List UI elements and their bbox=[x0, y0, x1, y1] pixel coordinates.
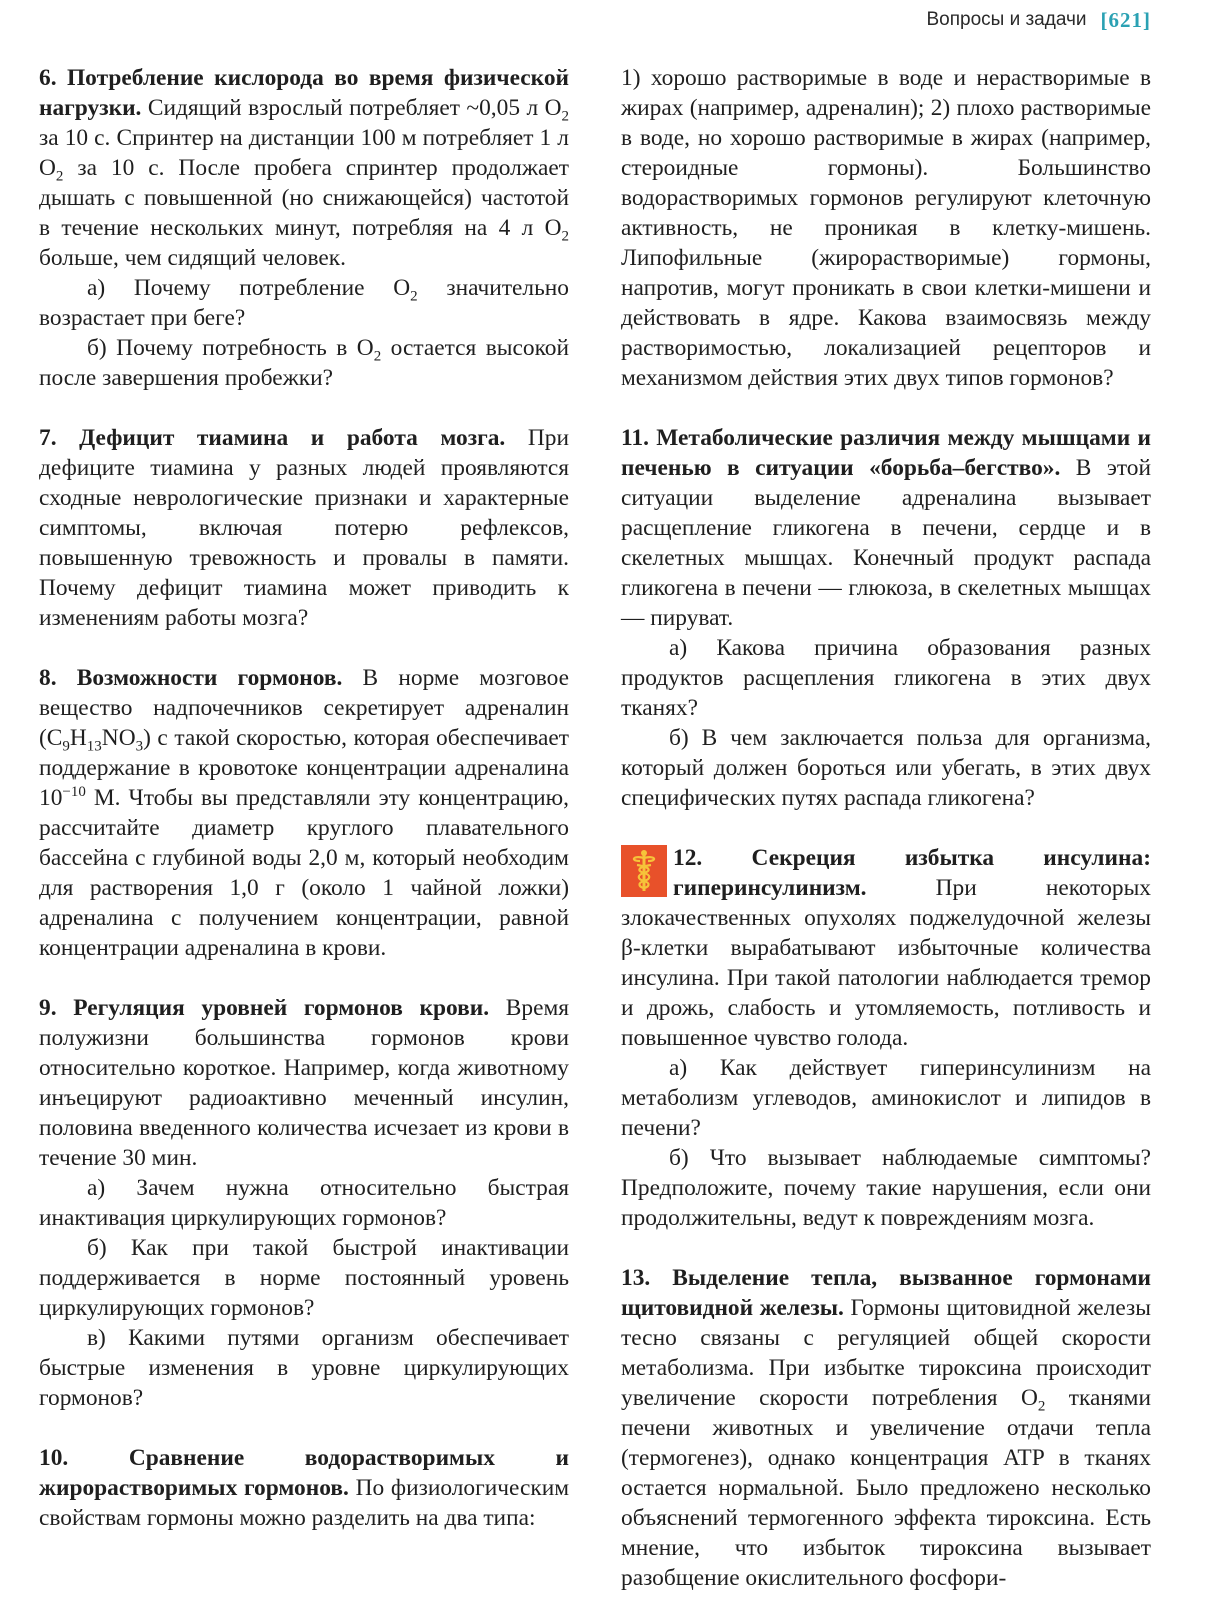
question-11-title: Метаболические различия между мышцами и печенью в ситуации «борьба–бегство». bbox=[621, 425, 1151, 481]
question-10-text: 10. Сравнение водорастворимых и жирорастворимых гормонов. По физиологическим свойствам гормоны можно разделить на два типа: bbox=[39, 1445, 570, 1531]
question-12-part-b: б) Что вызывает наблюдаемые симптомы? Предположите, почему такие нарушения, если они продолжительны, ведут к повреждениям мозга. bbox=[621, 1145, 1151, 1231]
question-10-title: Сравнение водорастворимых и жирорастворимых гормонов. bbox=[39, 1445, 569, 1501]
question-11-number: 11. bbox=[621, 425, 649, 451]
question-8 bbox=[39, 663, 569, 963]
running-title: Вопросы и задачи bbox=[926, 9, 1087, 30]
question-6-part-a: а) Почему потребление $O_2$ значительно возрастает при беге? bbox=[39, 275, 569, 331]
question-8-text: 8. Возможности гормонов. В норме мозговое вещество надпочечников секретирует адреналин $(C_9H_{13}NO_3)$ с такой скоростью, которая обеспечивает поддержание в кровотоке концентрации адреналина $10^{-10}$ М. Чтобы вы представляли эту концентрацию, рассчитайте диаметр круглого плавательного бассейна с глубиной воды 2,0 м, который необходим для растворения 1,0 г (около 1 чайной ложки) адреналина с получением концентрации, равной концентрации адреналина в крови. bbox=[39, 665, 569, 961]
question-8-number: 8. bbox=[39, 665, 57, 691]
left-column bbox=[39, 63, 569, 1563]
question-11 bbox=[621, 423, 1151, 813]
question-10-continued-text: 1) хорошо растворимые в воде и нерастворимые в жирах (например, адреналин); 2) плохо растворимые в воде, но хорошо растворимые в жирах (например, стероидные гормоны). Большинство водорастворимых гормонов регулируют клеточную активность, не проникая в клетку-мишень. Липофильные (жирорастворимые) гормоны, напротив, могут проникать в свои клетки-мишени и действовать в ядре. Какова взаимосвязь между растворимостью, локализацией рецепторов и механизмом действия этих двух типов гормонов? bbox=[621, 65, 1151, 391]
question-12-text: 12. Секреция избытка инсулина: гиперинсулинизм. При некоторых злокачественных опухолях поджелудочной железы β-клетки вырабатывают избыточные количества инсулина. При такой патологии наблюдается тремор и дрожь, слабость и утомляемость, потливость и повышенное чувство голода. bbox=[621, 845, 1151, 1051]
question-9 bbox=[39, 993, 569, 1413]
question-7 bbox=[39, 423, 569, 633]
question-9-part-b: б) Как при такой быстрой инактивации поддерживается в норме постоянный уровень циркулирующих гормонов? bbox=[39, 1235, 569, 1321]
question-12-part-a: а) Как действует гиперинсулинизм на метаболизм углеводов, аминокислот и липидов в печени? bbox=[621, 1055, 1151, 1141]
question-7-number: 7. bbox=[39, 425, 57, 451]
question-13-number: 13. bbox=[621, 1265, 651, 1291]
question-12-number: 12. bbox=[673, 845, 703, 871]
question-10-continued bbox=[621, 63, 1151, 393]
question-11-part-b: б) В чем заключается польза для организма, который должен бороться или убегать, в этих двух специфических путях распада гликогена? bbox=[621, 725, 1151, 811]
question-12-title: Секреция избытка инсулина: гиперинсулинизм. bbox=[673, 845, 1151, 901]
question-9-text: 9. Регуляция уровней гормонов крови. Время полужизни большинства гормонов крови относительно короткое. Например, когда животному инъецируют радиоактивно меченный инсулин, половина введенного количества исчезает из крови в течение 30 мин. bbox=[39, 995, 570, 1171]
question-10-number: 10. bbox=[39, 1445, 69, 1471]
question-13-text: 13. Выделение тепла, вызванное гормонами щитовидной железы. Гормоны щитовидной железы тесно связаны с регуляцией общей скорости метаболизма. При избытке тироксина происходит увеличение скорости потребления $O_2$ тканями печени животных и увеличение отдачи тепла (термогенез), однако концентрация ATP в тканях остается нормальной. Было предложено несколько объяснений термогенного эффекта тироксина. Есть мнение, что избыток тироксина вызывает разобщение окислительного фосфори- bbox=[621, 1265, 1151, 1591]
question-12 bbox=[621, 843, 1151, 1233]
question-11-part-a: а) Какова причина образования разных продуктов расщепления гликогена в этих двух тканях? bbox=[621, 635, 1151, 721]
right-column bbox=[621, 63, 1151, 1623]
question-9-part-a: а) Зачем нужна относительно быстрая инактивация циркулирующих гормонов? bbox=[39, 1175, 569, 1231]
question-6-part-b: б) Почему потребность в $O_2$ остается высокой после завершения пробежки? bbox=[39, 335, 569, 391]
question-6-number: 6. bbox=[39, 65, 57, 91]
caduceus-icon-graphic bbox=[627, 849, 661, 893]
question-8-title: Возможности гормонов. bbox=[76, 665, 343, 691]
question-9-part-c: в) Какими путями организм обеспечивает быстрые изменения в уровне циркулирующих гормонов? bbox=[39, 1325, 569, 1411]
question-10 bbox=[39, 1443, 569, 1533]
question-6 bbox=[39, 63, 569, 393]
page-number: [621] bbox=[1100, 7, 1151, 32]
page-header bbox=[926, 4, 1151, 36]
question-13 bbox=[621, 1263, 1151, 1593]
question-6-title: Потребление кислорода во время физической нагрузки. bbox=[39, 65, 569, 121]
question-9-title: Регуляция уровней гормонов крови. bbox=[73, 995, 490, 1021]
question-7-title: Дефицит тиамина и работа мозга. bbox=[79, 425, 506, 451]
question-9-number: 9. bbox=[39, 995, 57, 1021]
caduceus-icon bbox=[621, 845, 667, 897]
question-13-title: Выделение тепла, вызванное гормонами щитовидной железы. bbox=[621, 1265, 1151, 1321]
question-6-text: 6. Потребление кислорода во время физической нагрузки. Сидящий взрослый потребляет ~0,05 л $O_2$ за 10 с. Спринтер на дистанции 100 м потребляет 1 л $O_2$ за 10 с. После пробега спринтер продолжает дышать с повышенной (но снижающейся) частотой в течение нескольких минут, потребляя на 4 л $O_2$ больше, чем сидящий человек. bbox=[39, 65, 569, 271]
question-11-text: 11. Метаболические различия между мышцами и печенью в ситуации «борьба–бегство». В этой ситуации выделение адреналина вызывает расщепление гликогена в печени, сердце и в скелетных мышцах. Конечный продукт распада гликогена в печени — глюкоза, в скелетных мышцах — пируват. bbox=[621, 425, 1151, 631]
question-7-text: 7. Дефицит тиамина и работа мозга. При дефиците тиамина у разных людей проявляются сходные неврологические признаки и характерные симптомы, включая потерю рефлексов, повышенную тревожность и провалы в памяти. Почему дефицит тиамина может приводить к изменениям работы мозга? bbox=[39, 425, 569, 631]
